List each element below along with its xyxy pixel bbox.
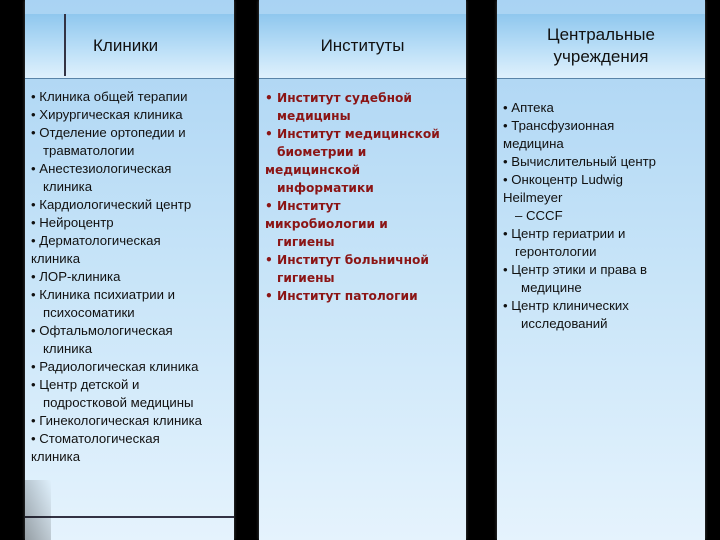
central-list xyxy=(503,99,701,333)
list-item: • Институт патологии xyxy=(265,289,418,303)
central-title-line-1: Центральные xyxy=(547,25,655,44)
clinics-column xyxy=(25,0,234,540)
clinics-title: Клиники xyxy=(93,36,159,55)
list-item: • Центр гериатрии и xyxy=(503,226,626,241)
list-item-continuation: медицина xyxy=(503,136,564,151)
central-title xyxy=(547,24,655,68)
clinics-list xyxy=(31,88,230,466)
institutes-list xyxy=(265,89,462,305)
list-item: • Дерматологическая xyxy=(31,233,161,248)
list-item-continuation: подростковой медицины xyxy=(43,395,194,410)
list-item: • Радиологическая клиника xyxy=(31,359,199,374)
list-item: • Офтальмологическая xyxy=(31,323,173,338)
list-item-continuation: исследований xyxy=(521,316,608,331)
header-divider xyxy=(64,14,66,76)
list-item: • Институт судебной xyxy=(265,91,412,105)
list-item: • Центр детской и xyxy=(31,377,140,392)
list-item-continuation: геронтологии xyxy=(515,244,597,259)
list-item: • Гинекологическая клиника xyxy=(31,413,202,428)
list-item-continuation: клиника xyxy=(43,179,93,194)
list-item: • Аптека xyxy=(503,100,554,115)
list-item-continuation: гигиены xyxy=(277,271,335,285)
central-header xyxy=(497,14,705,79)
list-item-continuation: микробиологии и xyxy=(265,217,388,231)
list-item: • Институт больничной xyxy=(265,253,429,267)
list-item: • Онкоцентр Ludwig xyxy=(503,172,623,187)
list-item: • Анестезиологическая xyxy=(31,161,172,176)
list-item-continuation: клиника xyxy=(31,449,81,464)
list-item: • Стоматологическая xyxy=(31,431,160,446)
list-item: • Институт медицинской xyxy=(265,127,440,141)
institutes-title: Институты xyxy=(320,36,405,55)
list-item-continuation: медицины xyxy=(277,109,351,123)
list-item-continuation: клиника xyxy=(31,251,81,266)
list-item-continuation: психосоматики xyxy=(43,305,135,320)
list-item-continuation: информатики xyxy=(277,181,374,195)
list-item-continuation: биометрии и xyxy=(277,145,367,159)
list-item: • Отделение ортопедии и xyxy=(31,125,186,140)
list-item: • Клиника психиатрии и xyxy=(31,287,175,302)
list-item: • Клиника общей терапии xyxy=(31,89,188,104)
list-item: • Центр клинических xyxy=(503,298,629,313)
list-item: • Хирургическая клиника xyxy=(31,107,183,122)
list-item-continuation: Heilmeyer xyxy=(503,190,563,205)
list-item: • ЛОР-клиника xyxy=(31,269,121,284)
list-item: • Центр этики и права в xyxy=(503,262,648,277)
clinics-header xyxy=(25,14,234,79)
institutes-column xyxy=(259,0,466,540)
list-item: • Кардиологический центр xyxy=(31,197,192,212)
list-item-continuation: гигиены xyxy=(277,235,335,249)
institutes-header xyxy=(259,14,466,79)
list-item-continuation: медицинской xyxy=(265,163,361,177)
list-item: • Трансфузионная xyxy=(503,118,615,133)
central-title-line-2: учреждения xyxy=(553,47,649,66)
list-item-continuation: – CCCF xyxy=(515,208,563,223)
central-column xyxy=(497,0,705,540)
list-item-continuation: клиника xyxy=(43,341,93,356)
list-item: • Институт xyxy=(265,199,341,213)
list-item-continuation: травматологии xyxy=(43,143,135,158)
list-item: • Вычислительный центр xyxy=(503,154,656,169)
list-item-continuation: медицине xyxy=(521,280,582,295)
list-item: • Нейроцентр xyxy=(31,215,114,230)
corner-decoration xyxy=(25,480,51,540)
footer-divider xyxy=(25,516,234,518)
